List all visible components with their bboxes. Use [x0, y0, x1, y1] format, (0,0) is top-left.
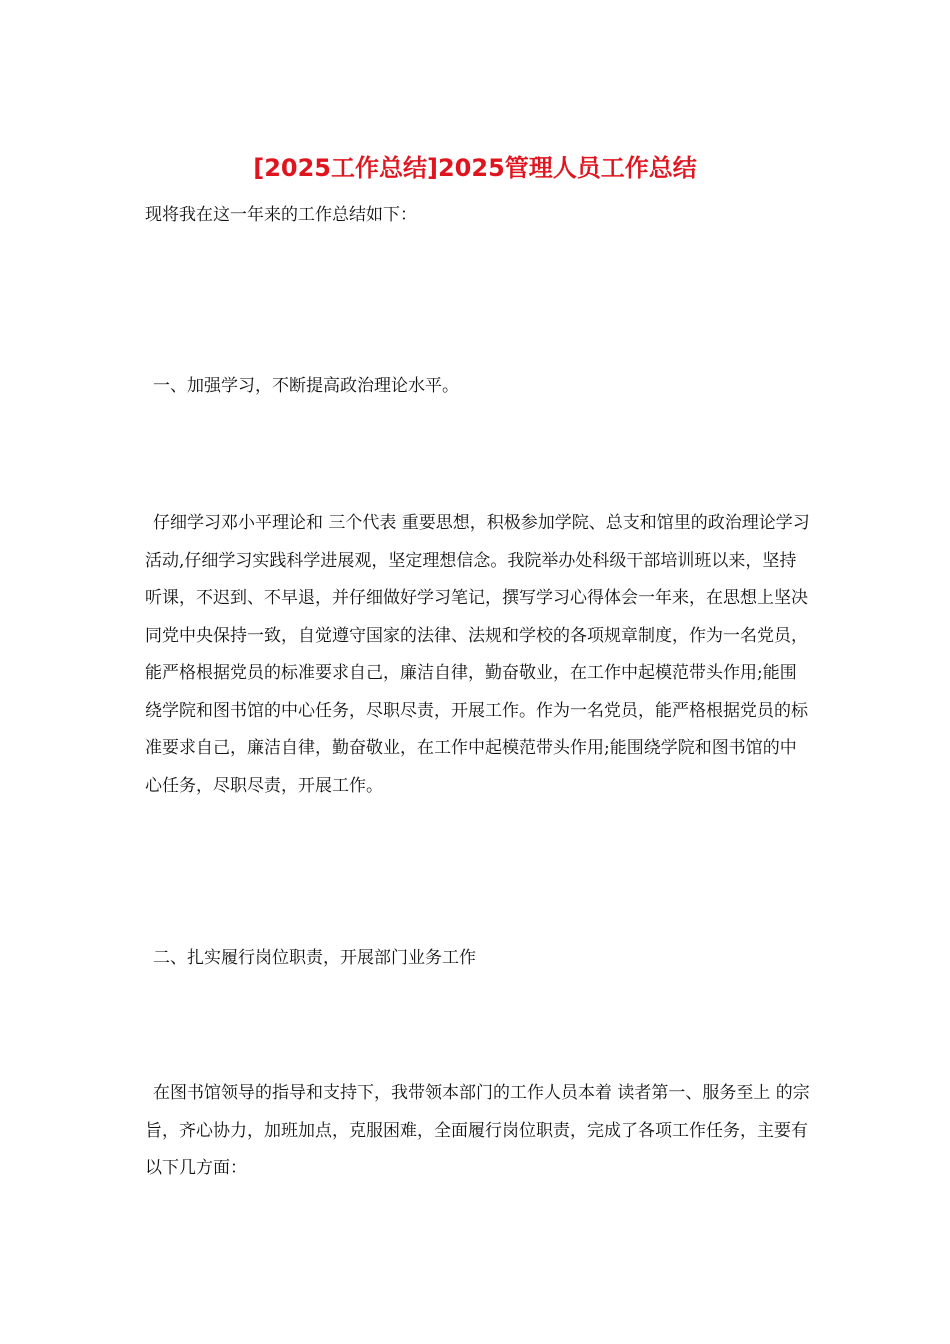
document-title: [2025工作总结]2025管理人员工作总结 — [253, 154, 697, 182]
intro-paragraph: 现将我在这一年来的工作总结如下： — [145, 205, 417, 225]
section-2-heading: 二、扎实履行岗位职责，开展部门业务工作 — [153, 948, 476, 968]
section-2-body: 在图书馆领导的指导和支持下，我带领本部门的工作人员本着 读者第一、服务至上 的宗旨，齐心协力，加班加点，克服困难，全面履行岗位职责，完成了各项工作任务，主要有以下几方面： — [145, 1083, 810, 1178]
section-1-body: 仔细学习邓小平理论和 三个代表 重要思想，积极参加学院、总支和馆里的政治理论学习活动,仔细学习实践科学进展观，坚定理想信念。我院举办处科级干部培训班以来，坚持听课，不迟到、不早退，并仔细做好学习笔记，撰写学习心得体会一年来，在思想上坚决同党中央保持一致，自觉遵守国家的法律、法规和学校的各项规章制度，作为一名党员，能严格根据党员的标准要求自己，廉洁自律，勤奋敬业，在工作中起模范带头作用;能围绕学院和图书馆的中心任务，尽职尽责，开展工作。作为一名党员，能严格根据党员的标准要求自己，廉洁自律，勤奋敬业，在工作中起模范带头作用;能围绕学院和图书馆的中心任务，尽职尽责，开展工作。 — [145, 513, 810, 796]
section-1-heading: 一、加强学习，不断提高政治理论水平。 — [153, 376, 459, 396]
